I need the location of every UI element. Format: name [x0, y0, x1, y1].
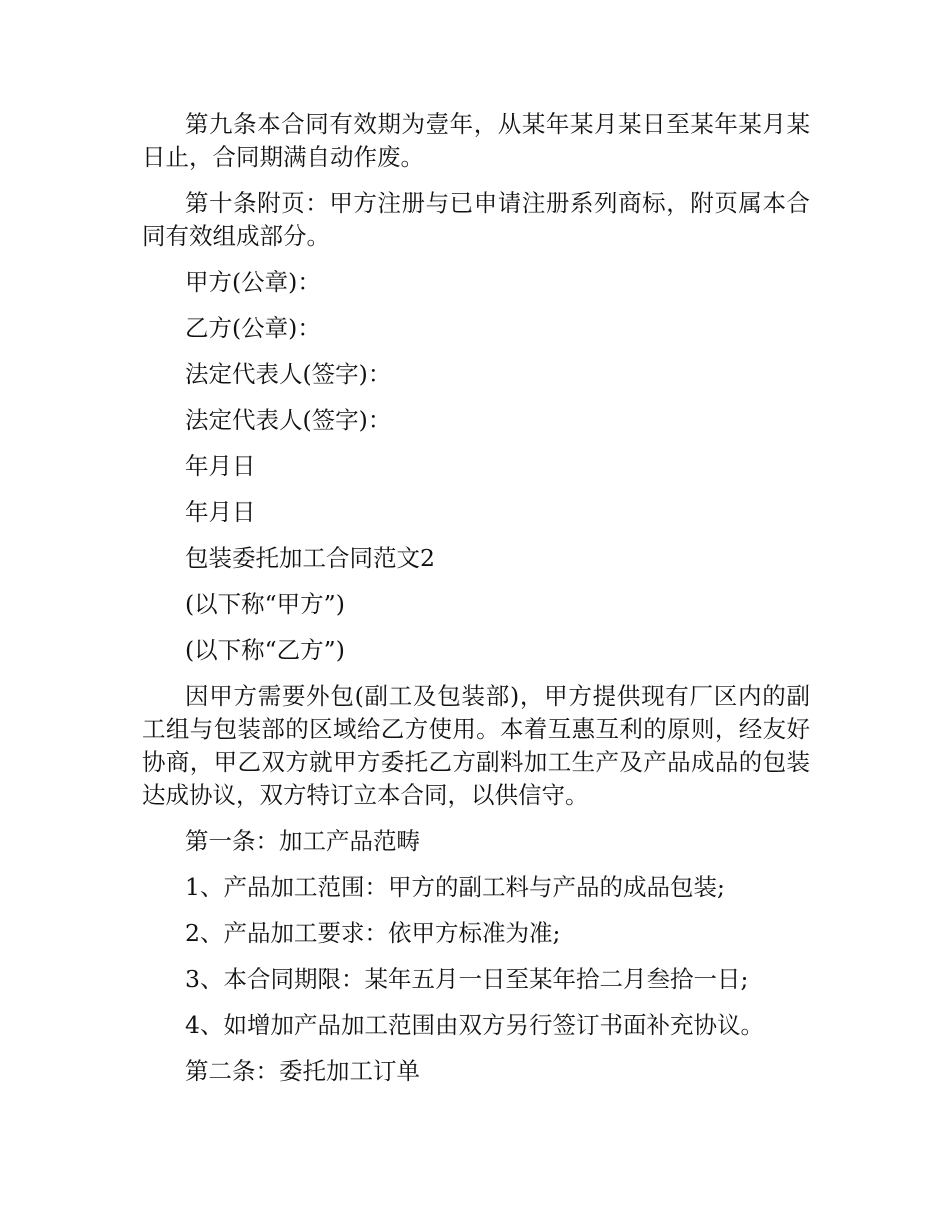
date-b: 年月日: [185, 498, 256, 526]
party-b-label: (以下称“乙方”): [185, 636, 345, 664]
clause-10-appendix: 第十条附页：甲方注册与已申请注册系列商标，附页属本合同有效组成部分。: [142, 189, 810, 250]
document-page: [142, 108, 810, 1101]
preamble: 因甲方需要外包(副工及包装部)，甲方提供现有厂区内的副工组与包装部的区域给乙方使用。本着互惠互利的原则，经友好协商，甲乙双方就甲方委托乙方副料加工生产及产品成品的包装达成协议，双方特订立本合同，以供信守。: [142, 682, 810, 809]
article-2-heading: 第二条：委托加工订单: [185, 1057, 420, 1085]
article-1-item-3: 3、本合同期限：某年五月一日至某年拾二月叁拾一日;: [185, 965, 749, 993]
sample-title-2: 包装委托加工合同范文2: [185, 544, 435, 572]
party-a-seal: 甲方(公章)：: [185, 268, 321, 296]
date-a: 年月日: [185, 452, 256, 480]
clause-9-term: 第九条本合同有效期为壹年，从某年某月某日至某年某月某日止，合同期满自动作废。: [142, 110, 810, 171]
article-1-item-4: 4、如增加产品加工范围由双方另行签订书面补充协议。: [185, 1011, 764, 1039]
article-1-heading: 第一条：加工产品范畴: [185, 827, 420, 855]
legal-rep-a-signature: 法定代表人(签字)：: [185, 360, 392, 388]
party-b-seal: 乙方(公章)：: [185, 314, 321, 342]
party-a-label: (以下称“甲方”): [185, 590, 345, 618]
article-1-item-2: 2、产品加工要求：依甲方标准为准;: [185, 919, 561, 947]
article-1-item-1: 1、产品加工范围：甲方的副工料与产品的成品包装;: [185, 873, 725, 901]
legal-rep-b-signature: 法定代表人(签字)：: [185, 406, 392, 434]
